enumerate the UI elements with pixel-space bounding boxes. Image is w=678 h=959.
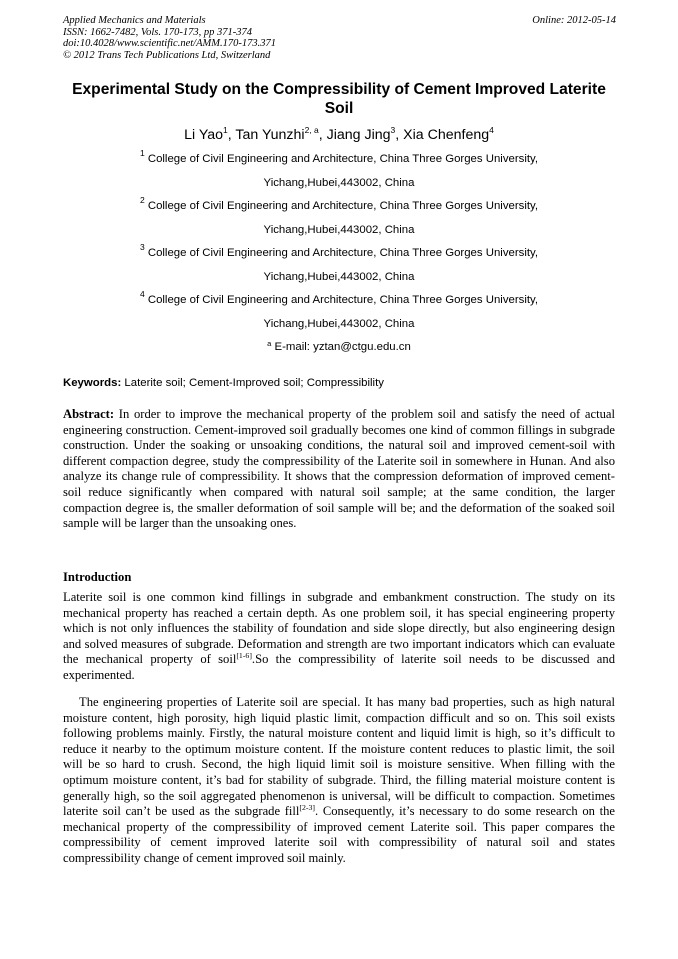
paragraph-text: . Consequently, it’s necessary to do some research on the mechanical property of the compressibility of improved cement Laterite soil. This paper compares the compressibility of cement improved laterite soil with compressibility of natural soil and states compressibility change of cement improved soil mainly. bbox=[63, 804, 615, 865]
affiliation-number: 4 bbox=[139, 289, 145, 299]
journal-name: Applied Mechanics and Materials bbox=[63, 15, 206, 26]
paper-title: Experimental Study on the Compressibility of Cement Improved Laterite Soil bbox=[72, 81, 606, 117]
abstract-label: Abstract: bbox=[63, 407, 115, 421]
author-separator: , bbox=[227, 127, 236, 143]
affiliation-number: 3 bbox=[139, 242, 145, 252]
affiliation-line: College of Civil Engineering and Architecture, China Three Gorges University, bbox=[147, 247, 539, 259]
citation: [1-6] bbox=[236, 651, 252, 661]
issn-line: ISSN: 1662-7482, Vols. 170-173, pp 371-374 bbox=[63, 26, 252, 38]
paragraph-text: Laterite soil is one common kind fillings in subgrade and embankment construction. The study on its mechanical property has reached a certain depth. As one problem soil, it has special engineering property which is not only influences the stability of foundation and side slope directly, but also engineering design and solved measures of subgrade. Deformation and strength are two important indicators which can evaluate the mechanical property of soil bbox=[63, 590, 615, 667]
introduction-heading: Introduction bbox=[63, 570, 132, 584]
online-date: Online: 2012-05-14 bbox=[532, 15, 616, 26]
affiliation-number: 2 bbox=[139, 195, 145, 205]
author-affiliation-mark: 3 bbox=[390, 125, 396, 135]
affiliation bbox=[100, 148, 578, 195]
author-separator: , bbox=[395, 127, 404, 143]
affiliation-line: Yichang,Hubei,443002, China bbox=[263, 270, 415, 283]
keywords-label: Keywords: bbox=[63, 377, 122, 389]
author-affiliation-mark: 1 bbox=[223, 125, 228, 135]
author-separator: , bbox=[318, 127, 327, 143]
affiliation bbox=[100, 195, 578, 242]
affiliation-line: College of Civil Engineering and Architecture, China Three Gorges University, bbox=[147, 153, 539, 165]
paragraph-text: The engineering properties of Laterite soil are special. It has many bad properties, such as high natural moisture content, high porosity, high liquid plastic limit, compaction difficult and so on. This soil exists following problems mainly. Firstly, the natural moisture content and liquid limit is high, so it’s difficult to reduce it nearby to the optimum moisture content. If the moisture content reduces to plastic limit, the soil will be so hard to crush. Second, the high liquid limit soil is moisture sensitive. When filling with the optimum moisture content, it’s bad for stability of subgrade. Third, the filling material moisture content is generally high, so the soil aggregated phenomenon is universal, will be difficult to compaction. Sometimes laterite soil can’t be used as the subgrade fill bbox=[63, 695, 615, 819]
affiliation bbox=[100, 289, 578, 336]
author-list bbox=[62, 126, 616, 144]
intro-paragraph-1 bbox=[63, 590, 615, 684]
author-affiliation-mark: 2, a bbox=[304, 125, 319, 135]
affiliation-line: Yichang,Hubei,443002, China bbox=[263, 317, 415, 330]
abstract-paragraph bbox=[63, 407, 615, 532]
author-name: Li Yao bbox=[184, 127, 224, 143]
doi-line: doi:10.4028/www.scientific.net/AMM.170-173.371 bbox=[63, 38, 276, 50]
abstract-text: In order to improve the mechanical property of the problem soil and satisfy the need of actual engineering construction. Cement-improved soil gradually becomes one kind of common fillings in subgrade construction. Under the soaking or unsoaking conditions, the natural soil and improved cement-soil with different compaction degree, study the compressibility of the Laterite soil in somewhere in Hunan. And also analyze its change rule of compressibility. It shows that the compression deformation of improved cement-soil reduce significantly when compared with natural soil sample; at the same condition, the larger compaction degree is, the smaller deformation of soil sample will be; and the deformation of the soaked soil sample will be larger than the unsoaking ones. bbox=[63, 407, 615, 531]
citation: [2-3] bbox=[299, 803, 316, 813]
intro-paragraph-2 bbox=[63, 695, 615, 867]
affiliation-line: College of Civil Engineering and Architecture, China Three Gorges University, bbox=[147, 200, 539, 212]
email-mark: a bbox=[267, 339, 272, 348]
paragraph-text: .So the compressibility of laterite soil needs to be discussed and experimented. bbox=[63, 652, 615, 682]
email-line bbox=[62, 339, 616, 355]
keywords-line bbox=[63, 375, 384, 391]
author-name: Xia Chenfeng bbox=[403, 127, 490, 143]
affiliation-number: 1 bbox=[139, 148, 145, 158]
keywords-text: Laterite soil; Cement-Improved soil; Compressibility bbox=[124, 377, 384, 389]
journal-header bbox=[63, 15, 276, 61]
affiliation-line: Yichang,Hubei,443002, China bbox=[263, 176, 415, 189]
affiliation-line: College of Civil Engineering and Architecture, China Three Gorges University, bbox=[147, 294, 539, 306]
affiliation bbox=[100, 242, 578, 289]
email-address[interactable]: E-mail: yztan@ctgu.edu.cn bbox=[274, 341, 411, 353]
author-name: Jiang Jing bbox=[326, 127, 391, 143]
affiliation-line: Yichang,Hubei,443002, China bbox=[263, 223, 415, 236]
author-name: Tan Yunzhi bbox=[235, 127, 305, 143]
copyright-line: © 2012 Trans Tech Publications Ltd, Switzerland bbox=[63, 49, 271, 61]
author-affiliation-mark: 4 bbox=[489, 125, 494, 135]
